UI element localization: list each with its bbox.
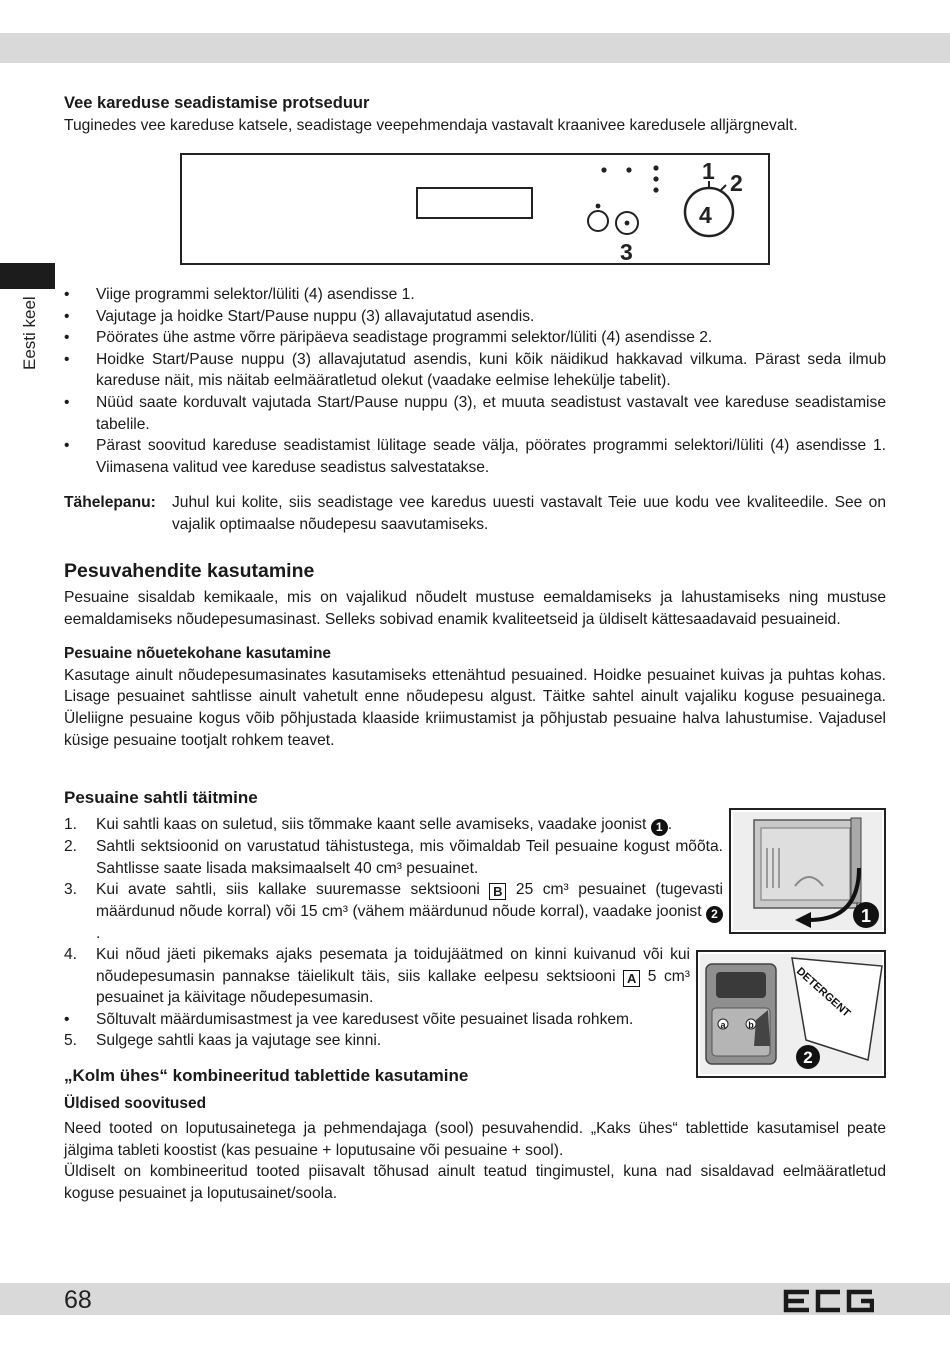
figure-label-2: 2 (803, 1048, 813, 1067)
subsection-title: Pesuaine nõuetekohane kasutamine (64, 645, 332, 663)
control-panel-figure (180, 153, 770, 265)
header-bar (0, 33, 950, 63)
section-title: Vee kareduse seadistamise protseduur (64, 94, 370, 112)
compartment-b-marker: B (489, 883, 506, 900)
display-window (417, 188, 532, 218)
subsection-title: Üldised soovitused (64, 1094, 207, 1112)
section-three-in-one (64, 1065, 886, 1205)
filling-steps-upper (64, 814, 723, 944)
section-filling-dispenser (64, 787, 886, 809)
section-intro: Pesuaine sisaldab kemikaale, mis on vajalikud nõudelt mustuse eemaldamiseks ja lahustamiseks ning mustuse eemaldamiseks nõudepesumasinast. Selleks sobivad enamik kvaliteetseid ja üldiselt kättesaadavaid pesuaineid. (64, 589, 886, 628)
figure-ref-2: 2 (706, 906, 723, 923)
section-title: „Kolm ühes“ kombineeritud tablettide kasutamine (64, 1066, 469, 1085)
note-text: Juhul kui kolite, siis seadistage vee karedus uuesti vastavalt Teie uue kodu vee kvaliteedile. See on vajalik optimaalse nõudepesu saavutamiseks. (172, 494, 886, 533)
figure-ref-1: 1 (651, 819, 668, 836)
note (64, 492, 886, 535)
section-detergents (64, 559, 886, 751)
page-number: 68 (64, 1286, 92, 1314)
figure-label-1: 1 (860, 906, 872, 926)
ecg-logo (782, 1289, 874, 1313)
list-item: 5. Sulgege sahtli kaas ja vajutage see kinni. (64, 1032, 382, 1050)
compartment-a-marker: A (623, 970, 640, 987)
section-intro: Tuginedes vee kareduse katsele, seadistage veepehmendaja vastavalt kraanivee karedusele alljärgnevalt. (64, 116, 798, 134)
list-item: • Pöörates ühe astme võrre päripäeva seadistage programmi selektor/lüliti (4) asendisse 2. (64, 327, 886, 349)
subsection-text: Kasutage ainult nõudepesumasinates kasutamiseks ettenähtud pesuained. Hoidke pesuainet kuivas ja puhtas kohas. Lisage pesuainet sahtlisse ainult vahetult enne nõudepesu algust. Täitke sahtel ainult vajaliku koguse pesuainega. Üleliigne pesuaine kogus võib põhjustada klaaside kriimustamist ja põhjustab pesuaine halva lahustumise. Vajadusel küsige pesuaine tootjalt rohkem teavet. (64, 666, 886, 749)
list-item: • Pärast soovitud kareduse seadistamist lülitage seade välja, pöörates programmi selektori/lüliti (4) asendisse 1. Viimasena valitud vee kareduse seadistus salvestatakse. (64, 435, 886, 478)
paragraph: Üldiselt on kombineeritud tooted piisavalt tõhusad ainult teatud tingimustel, kuna nad sisaldavad eelmääratletud koguse pesuainet ja loputusainet/soola. (64, 1163, 886, 1202)
indicator-button (588, 211, 608, 231)
list-item: 2. Sahtli sektsioonid on varustatud tähistustega, mis võimaldab Teil pesuaine kogust mõõta. Sahtlisse saate lisada maksimaalselt 40 cm³ pesuainet. (64, 838, 723, 877)
section-title: Pesuvahendite kasutamine (64, 560, 315, 582)
label-4: 4 (699, 202, 712, 228)
label-1: 1 (702, 158, 715, 184)
section-title: Pesuaine sahtli täitmine (64, 788, 258, 807)
list-item: • Vajutage ja hoidke Start/Pause nuppu (3) allavajutatud asendis. (64, 306, 886, 328)
filling-steps-lower (64, 944, 690, 1052)
detergent-pouring-figure (696, 950, 886, 1078)
label-3: 3 (620, 239, 633, 265)
paragraph: Need tooted on loputusainetega ja pehmendajaga (sool) pesuvahendid. „Kaks ühes“ tablettide kasutamisel peate jälgima tableti koostist (kas pesuaine + loputusaine või pesuaine + sool). (64, 1120, 886, 1159)
dispenser-open-figure (729, 808, 886, 934)
compartment-b-label: b (748, 1020, 754, 1030)
compartment-a-label: a (720, 1020, 726, 1030)
water-hardness-steps (64, 284, 886, 536)
list-item: • Sõltuvalt määrdumisastmest ja vee karedusest võite pesuainet lisada rohkem. (64, 1010, 634, 1028)
list-item: 1. Kui sahtli kaas on suletud, siis tõmmake kaant selle avamiseks, vaadake joonist 1 . (64, 816, 673, 834)
list-item: • Nüüd saate korduvalt vajutada Start/Pause nuppu (3), et muuta seadistust vastavalt vee kareduse seadistamise tabelile. (64, 392, 886, 435)
section-water-hardness (64, 93, 886, 136)
list-item: • Hoidke Start/Pause nuppu (3) allavajutatud asendis, kuni kõik näidikud hakkavad vilkuma. Pärast seda ilmub kareduse näit, mis näitab eelmääratletud olekut (vaadake eelmise lehekülje tabelit). (64, 349, 886, 392)
detergent-text: DETERGENT (793, 965, 853, 1020)
note-label: Tähelepanu: (64, 494, 156, 512)
language-side-label: Eesti keel (20, 296, 39, 370)
list-item: • Viige programmi selektor/lüliti (4) asendisse 1. (64, 284, 886, 306)
list-item: 3. Kui avate sahtli, siis kallake suuremasse sektsiooni B 25 cm³ pesuainet (tugevasti määrdunud nõude korral) või 15 cm³ (vähem määrdunud nõude korral), vaadake joonist 2. (64, 881, 723, 942)
label-2: 2 (730, 170, 743, 196)
list-item: 4. Kui nõud jäeti pikemaks ajaks pesemata ja toidujäätmed on kinni kuivanud või kui nõudepesumasin pannakse täielikult täis, siis kallake eelpesu sektsiooni A 5 cm³ pesuainet ja käivitage nõudepesumasin. (64, 946, 690, 1007)
